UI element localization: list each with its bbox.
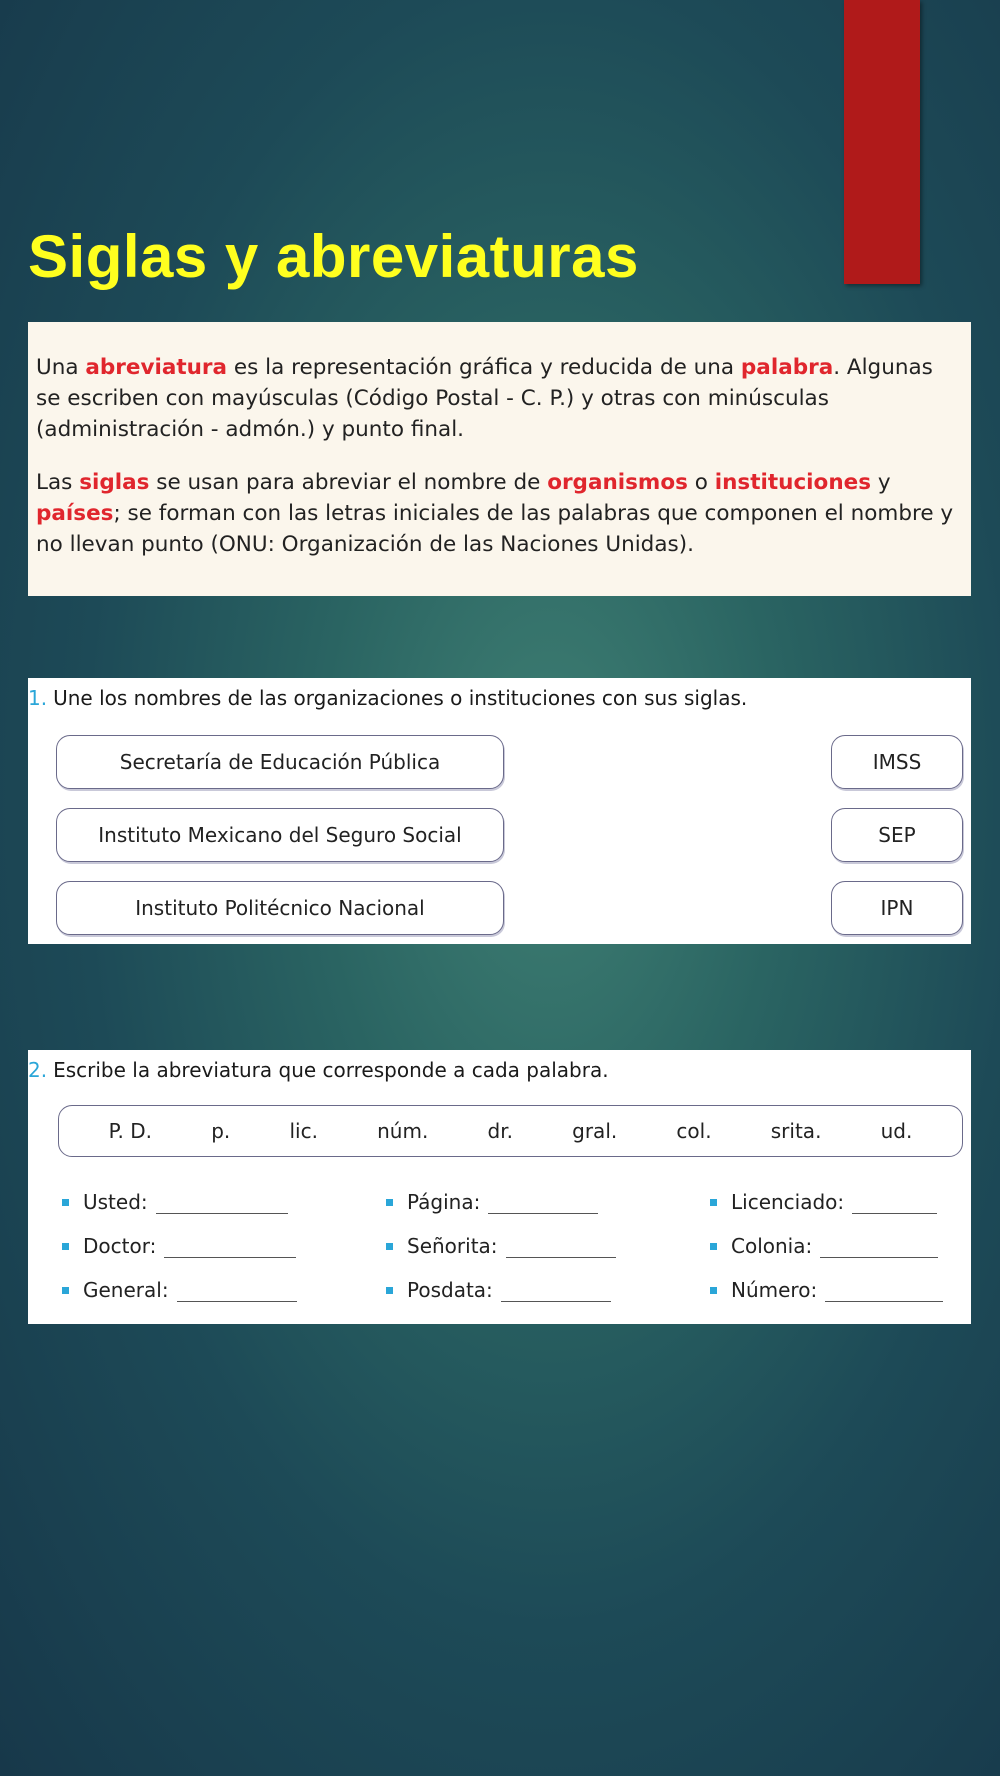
slide-title: Siglas y abreviaturas	[28, 223, 639, 290]
answer-blank[interactable]	[852, 1193, 937, 1214]
exercise-2-heading	[28, 1058, 609, 1082]
bullet-icon	[710, 1287, 717, 1294]
bullet-icon	[710, 1199, 717, 1206]
exercise-1-instruction: Une los nombres de las organizaciones o instituciones con sus siglas.	[53, 686, 748, 710]
institution-name-2[interactable]: Instituto Mexicano del Seguro Social	[56, 808, 504, 862]
highlight-organismos: organismos	[547, 470, 688, 495]
word-bank-item: p.	[211, 1119, 231, 1143]
highlight-paises: países	[36, 501, 114, 526]
siglas-definition: Las siglas se usan para abreviar el nombre de organismos o instituciones y países; se forman con las letras iniciales de las palabras que componen el nombre y no llevan punto (ONU: Organización de las Naciones Unidas).	[36, 470, 954, 557]
word-bank-item: P. D.	[108, 1119, 153, 1143]
exercise-2-instruction: Escribe la abreviatura que corresponde a cada palabra.	[53, 1058, 609, 1082]
acronym-2[interactable]: SEP	[831, 808, 963, 862]
word-bank-item: dr.	[487, 1119, 513, 1143]
word-bank	[58, 1105, 963, 1157]
fill-item-pagina: Página:	[386, 1190, 598, 1214]
acronym-3[interactable]: IPN	[831, 881, 963, 935]
exercise-2-panel	[28, 1050, 971, 1324]
word-bank-item: núm.	[377, 1119, 429, 1143]
answer-blank[interactable]	[820, 1237, 938, 1258]
word-bank-item: ud.	[880, 1119, 913, 1143]
word-bank-item: gral.	[572, 1119, 618, 1143]
bullet-icon	[386, 1243, 393, 1250]
exercise-2-number: 2.	[28, 1058, 48, 1082]
bullet-icon	[710, 1243, 717, 1250]
bullet-icon	[386, 1287, 393, 1294]
word-bank-item: col.	[676, 1119, 712, 1143]
institution-name-3[interactable]: Instituto Politécnico Nacional	[56, 881, 504, 935]
fill-item-senorita: Señorita:	[386, 1234, 616, 1258]
highlight-instituciones: instituciones	[714, 470, 872, 495]
fill-item-doctor: Doctor:	[62, 1234, 296, 1258]
word-bank-item: srita.	[770, 1119, 822, 1143]
bullet-icon	[386, 1199, 393, 1206]
answer-blank[interactable]	[156, 1193, 288, 1214]
fill-item-licenciado: Licenciado:	[710, 1190, 937, 1214]
institution-name-1[interactable]: Secretaría de Educación Pública	[56, 735, 504, 789]
fill-item-numero: Número:	[710, 1278, 943, 1302]
exercise-1-heading	[28, 686, 747, 710]
answer-blank[interactable]	[488, 1193, 598, 1214]
bullet-icon	[62, 1287, 69, 1294]
fill-item-posdata: Posdata:	[386, 1278, 611, 1302]
answer-blank[interactable]	[825, 1281, 943, 1302]
definition-panel	[28, 322, 971, 596]
fill-item-usted: Usted:	[62, 1190, 288, 1214]
fill-item-colonia: Colonia:	[710, 1234, 938, 1258]
answer-blank[interactable]	[506, 1237, 616, 1258]
accent-bar	[844, 0, 920, 284]
exercise-1-number: 1.	[28, 686, 48, 710]
highlight-siglas: siglas	[79, 470, 150, 495]
bullet-icon	[62, 1199, 69, 1206]
bullet-icon	[62, 1243, 69, 1250]
answer-blank[interactable]	[501, 1281, 611, 1302]
acronym-1[interactable]: IMSS	[831, 735, 963, 789]
answer-blank[interactable]	[164, 1237, 296, 1258]
word-bank-item: lic.	[289, 1119, 318, 1143]
exercise-1-panel	[28, 678, 971, 944]
highlight-palabra: palabra	[740, 355, 834, 380]
abreviatura-definition: Una abreviatura es la representación gráfica y reducida de una palabra. Algunas se escriben con mayúsculas (Código Postal - C. P.) y otras con minúsculas (administración - admón.) y punto final.	[36, 355, 933, 442]
answer-blank[interactable]	[177, 1281, 297, 1302]
fill-item-general: General:	[62, 1278, 297, 1302]
highlight-abreviatura: abreviatura	[85, 355, 228, 380]
